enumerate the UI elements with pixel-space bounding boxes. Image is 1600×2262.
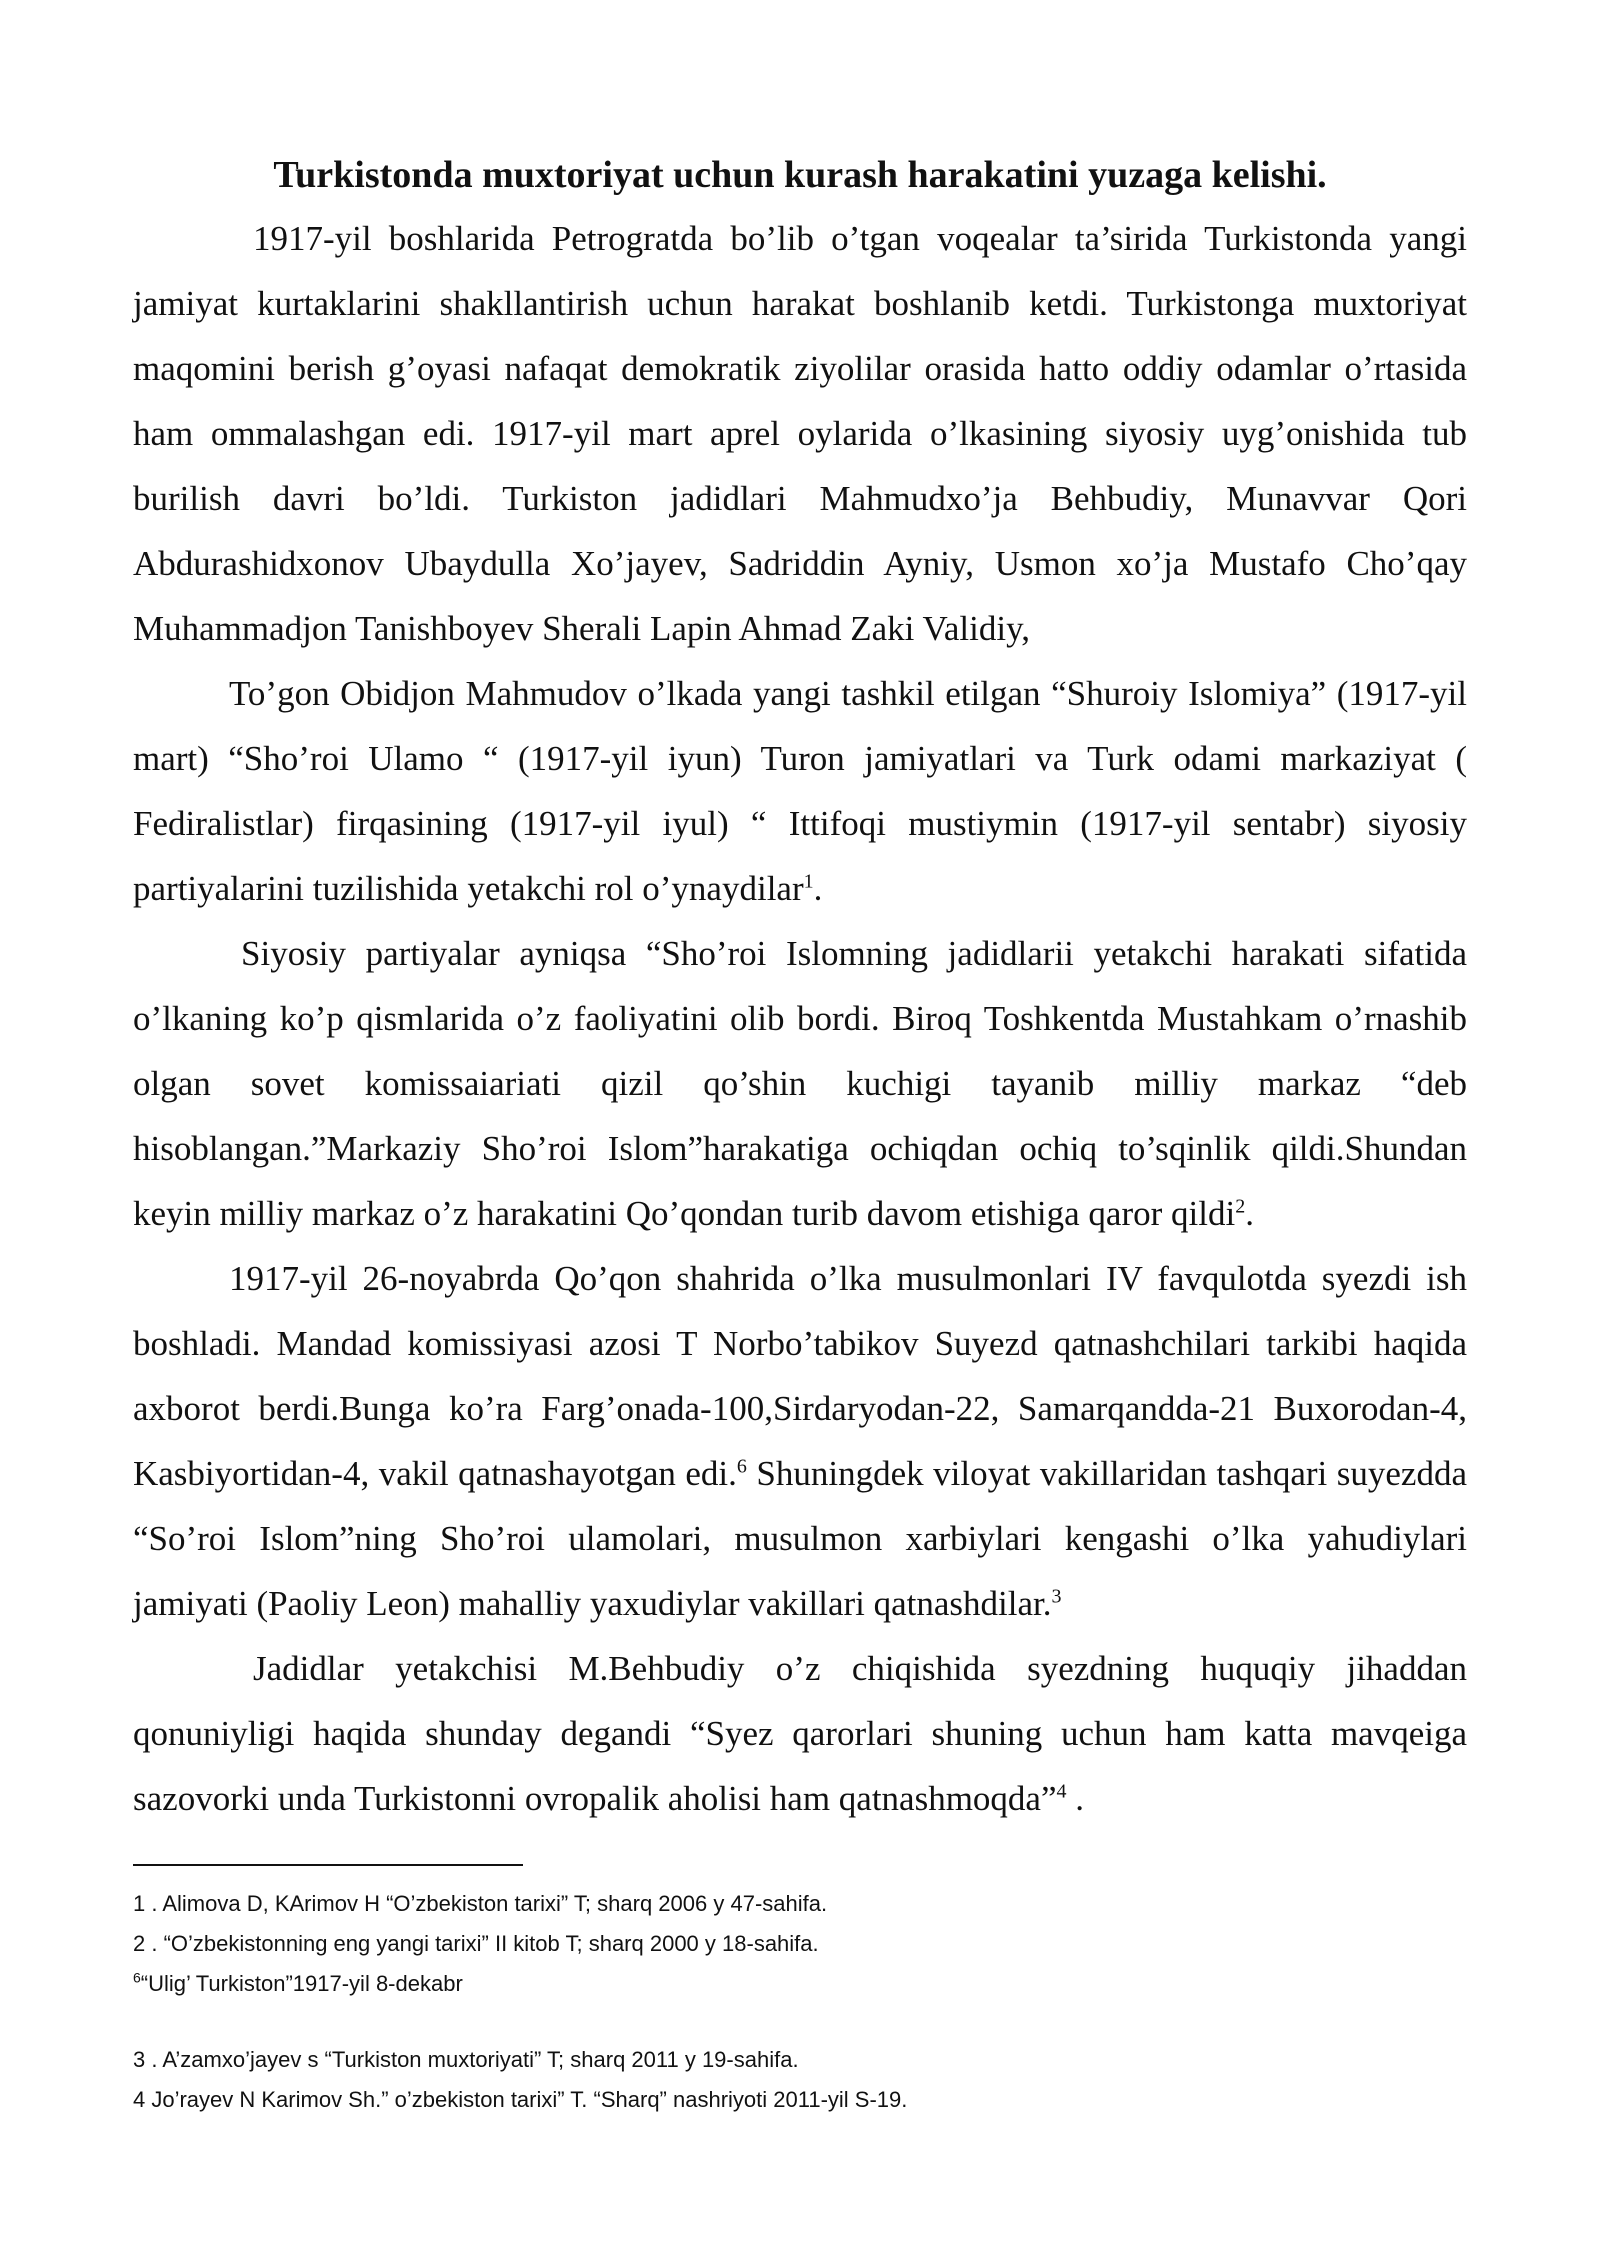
footnote-1: [133, 1884, 1467, 1924]
footnote-ref-2[interactable]: 2: [1235, 1195, 1246, 1218]
paragraph-text: 1917-yil 26-noyabrda Qo’qon shahrida o’lka musulmonlari IV favqulotda syezdi ish boshladi. Mandad komissiyasi azosi T Norbo’tabikov Suyezd qatnashchilari tarkibi haqida axborot berdi.Bunga ko’ra Farg’onada-100,Sirdaryodan-22, Samarqandda-21 Buxorodan-4, Kasbiyortidan-4, vakil qatnashayotgan edi.: [133, 1259, 1467, 1493]
paragraph-5: [133, 1636, 1467, 1831]
paragraph-4: [133, 1246, 1467, 1636]
footnotes-section: [133, 1864, 1467, 2120]
paragraph-text: Jadidlar yetakchisi M.Behbudiy o’z chiqishida syezdning huquqiy jihaddan qonuniyligi haqida shunday degandi “Syez qarorlari shuning uchun ham katta mavqeiga sazovorki unda Turkistonni ovropalik aholisi ham qatnashmoqda”: [133, 1649, 1467, 1818]
paragraph-tail: .: [813, 869, 823, 908]
footnote-text: 1 . Alimova D, KArimov H “O’zbekiston tarixi” T; sharq 2006 y 47-sahifa.: [133, 1891, 828, 1916]
footnote-text: 2 . “O’zbekistonning eng yangi tarixi” II kitob T; sharq 2000 y 18-sahifa.: [133, 1931, 819, 1956]
footnote-text: 4 Jo’rayev N Karimov Sh.” o’zbekiston tarixi” T. “Sharq” nashriyoti 2011-yil S-19.: [133, 2087, 908, 2112]
paragraph-2: [133, 661, 1467, 921]
paragraph-text: Siyosiy partiyalar ayniqsa “Sho’roi Islomning jadidlarii yetakchi harakati sifatida o’lkaning ko’p qismlarida o’z faoliyatini olib bordi. Biroq Toshkentda Mustahkam o’rnashib olgan sovet komissaiariati qizil qo’shin kuchigi tayanib milliy markaz “deb hisoblangan.”Markaziy Sho’roi Islom”harakatiga ochiqdan ochiq to’sqinlik qildi.Shundan keyin milliy markaz o’z harakatini Qo’qondan turib davom etishiga qaror qildi: [133, 934, 1467, 1233]
paragraph-tail: .: [1245, 1194, 1254, 1233]
paragraph-tail: Shuningdek viloyat vakillaridan tashqari suyezdda “So’roi Islom”ning Sho’roi ulamolari, musulmon xarbiylari kengashi o’lka yahudiylari jamiyati (Paoliy Leon) mahalliy yaxudiylar vakillari qatnashdilar.: [133, 1454, 1468, 1623]
footnote-3: [133, 2040, 1467, 2080]
document-title: Turkistonda muxtoriyat uchun kurash harakatini yuzaga kelishi.: [273, 154, 1327, 196]
paragraph-tail: .: [1066, 1779, 1085, 1818]
footnote-separator: [133, 1864, 523, 1866]
footnote-mark: 6: [133, 1969, 141, 1986]
footnote-text: “Ulig’ Turkiston”1917-yil 8-dekabr: [140, 1971, 463, 1996]
paragraph-3: [133, 921, 1467, 1246]
paragraph-1: [133, 206, 1467, 661]
footnote-ref-3[interactable]: 3: [1051, 1585, 1062, 1608]
footnote-ref-1[interactable]: 1: [803, 870, 814, 893]
footnote-4: [133, 2080, 1467, 2120]
footnote-ref-4[interactable]: 4: [1056, 1780, 1067, 1803]
paragraph-text: 1917-yil boshlarida Petrogratda bo’lib o’tgan voqealar ta’sirida Turkistonda yangi jamiyat kurtaklarini shakllantirish uchun harakat boshlanib ketdi. Turkistonga muxtoriyat maqomini berish g’oyasi nafaqat demokratik ziyolilar orasida hatto oddiy odamlar o’rtasida ham ommalashgan edi. 1917-yil mart aprel oylarida o’lkasining siyosiy uyg’onishida tub burilish davri bo’ldi. Turkiston jadidlari Mahmudxo’ja Behbudiy, Munavvar Qori Abdurashidxonov Ubaydulla Xo’jayev, Sadriddin Ayniy, Usmon xo’ja Mustafo Cho’qay Muhammadjon Tanishboyev Sherali Lapin Ahmad Zaki Validiy,: [133, 219, 1467, 648]
footnote-2: [133, 1924, 1467, 1964]
footnote-ref-6[interactable]: 6: [736, 1455, 747, 1478]
document-body: [133, 140, 1467, 1831]
footnote-text: 3 . A’zamxo’jayev s “Turkiston muxtoriyati” T; sharq 2011 y 19-sahifa.: [133, 2047, 799, 2072]
footnote-6: [133, 1964, 1467, 2004]
paragraph-text: To’gon Obidjon Mahmudov o’lkada yangi tashkil etilgan “Shuroiy Islomiya” (1917-yil mart) “Sho’roi Ulamo “ (1917-yil iyun) Turon jamiyatlari va Turk odami markaziyat ( Fediralistlar) firqasining (1917-yil iyul) “ Ittifoqi mustiymin (1917-yil sentabr) siyosiy partiyalarini tuzilishida yetakchi rol o’ynaydilar: [133, 674, 1467, 908]
